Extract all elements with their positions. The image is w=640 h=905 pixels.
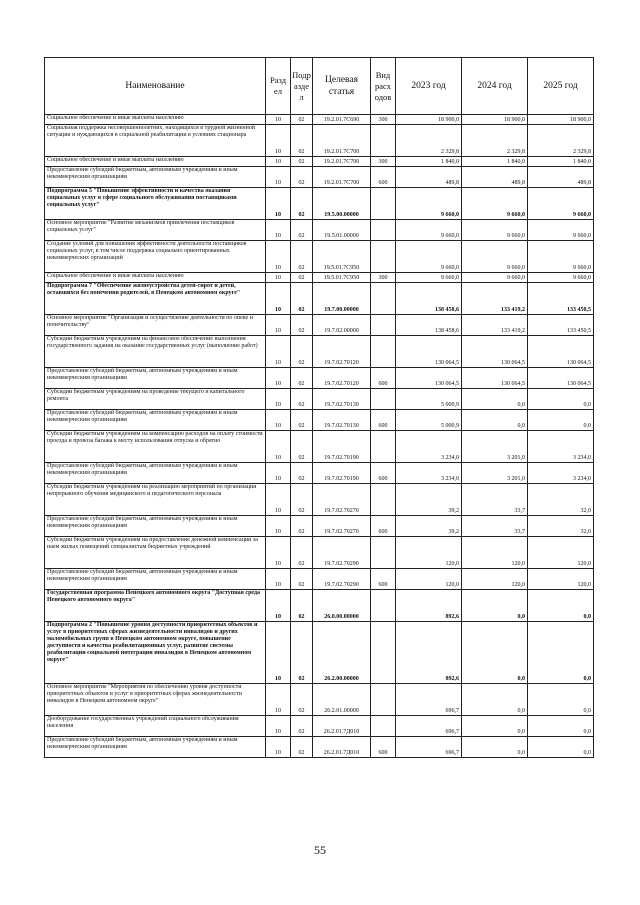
table-row — [45, 188, 594, 220]
row-expense-type: 600 — [371, 463, 396, 484]
row-amount-2024: 3 201,0 — [462, 463, 528, 484]
row-expense-type: 600 — [371, 368, 396, 389]
row-name: Субсидии бюджетным учреждениям на финансовое обеспечение выполнения государственного задания на оказание государственных услуг (выполнение работ) — [45, 336, 266, 368]
table-row — [45, 125, 594, 157]
table-row — [45, 115, 594, 125]
row-target-article: 19.2.01.7С700 — [313, 125, 371, 157]
row-name: Субсидии бюджетным учреждениям на реализацию мероприятий по организации непрерывного обучения медицинского и педагогического персонала — [45, 484, 266, 516]
row-expense-type — [371, 336, 396, 368]
row-subsection: 02 — [291, 410, 313, 431]
row-amount-2024: 2 329,8 — [462, 125, 528, 157]
row-target-article: 19.7.02.70290 — [313, 537, 371, 569]
row-target-article: 26.2.01.7Д010 — [313, 716, 371, 737]
row-name: Субсидии бюджетным учреждениям на проведение текущего и капитального ремонта — [45, 389, 266, 410]
row-section: 10 — [266, 167, 291, 188]
row-target-article: 26.2.01.7Д010 — [313, 737, 371, 758]
header-year-2024: 2024 год — [462, 58, 528, 115]
row-target-article: 19.5.01.7С950 — [313, 241, 371, 273]
row-amount-2023: 138 458,6 — [396, 283, 462, 315]
row-name: Подпрограмма 2 "Повышение уровня доступности приоритетных объектов и услуг в приоритетных сферах жизнедеятельности инвалидов и других маломобильных групп в Ненецком автономном округе, повышение доступности и качества реабилитационных услуг, развитие системы реабилитации социальной интеграции инвалидов в Ненецком автономном округе" — [45, 622, 266, 684]
row-amount-2024: 120,0 — [462, 569, 528, 590]
row-name: Предоставление субсидий бюджетным, автономным учреждениям и иным некоммерческим организациям — [45, 516, 266, 537]
row-expense-type — [371, 389, 396, 410]
row-section: 10 — [266, 410, 291, 431]
row-expense-type: 600 — [371, 569, 396, 590]
table-row — [45, 273, 594, 283]
row-name: Субсидии бюджетным учреждениям на предоставление денежной компенсации за наем жилых помещений специалистам бюджетных учреждений — [45, 537, 266, 569]
row-name: Субсидии бюджетным учреждениям на компенсацию расходов на оплату стоимости проезда и провоза багажа к месту использования отпуска и обратно — [45, 431, 266, 463]
row-target-article: 19.7.00.00000 — [313, 283, 371, 315]
row-section: 10 — [266, 283, 291, 315]
row-amount-2024: 33,7 — [462, 516, 528, 537]
row-amount-2024: 0,0 — [462, 684, 528, 716]
row-amount-2025: 9 660,0 — [528, 241, 594, 273]
row-subsection: 02 — [291, 484, 313, 516]
row-amount-2025: 120,0 — [528, 569, 594, 590]
row-amount-2024: 0,0 — [462, 716, 528, 737]
row-subsection: 02 — [291, 516, 313, 537]
table-row — [45, 283, 594, 315]
table-row — [45, 336, 594, 368]
row-expense-type — [371, 484, 396, 516]
row-subsection: 02 — [291, 716, 313, 737]
table-row — [45, 716, 594, 737]
row-subsection: 02 — [291, 537, 313, 569]
row-section: 10 — [266, 368, 291, 389]
row-amount-2025: 130 064,5 — [528, 336, 594, 368]
row-name: Предоставление субсидий бюджетным, автономным учреждениям и иным некоммерческим организациям — [45, 569, 266, 590]
row-name: Основное мероприятие "Организация и осуществление деятельности по опеке и попечительству" — [45, 315, 266, 336]
row-expense-type — [371, 684, 396, 716]
row-amount-2023: 489,8 — [396, 167, 462, 188]
row-section: 10 — [266, 389, 291, 410]
row-amount-2024: 9 660,0 — [462, 241, 528, 273]
row-expense-type: 300 — [371, 157, 396, 167]
table-row — [45, 410, 594, 431]
row-expense-type — [371, 188, 396, 220]
row-amount-2023: 2 329,8 — [396, 125, 462, 157]
row-amount-2025: 0,0 — [528, 684, 594, 716]
row-amount-2024: 0,0 — [462, 622, 528, 684]
row-target-article: 19.2.01.7С700 — [313, 157, 371, 167]
row-section: 10 — [266, 622, 291, 684]
table-row — [45, 569, 594, 590]
row-amount-2025: 130 064,5 — [528, 368, 594, 389]
row-amount-2024: 133 419,2 — [462, 315, 528, 336]
header-section: Разд ел — [266, 58, 291, 115]
row-subsection: 02 — [291, 188, 313, 220]
row-subsection: 02 — [291, 368, 313, 389]
table-row — [45, 622, 594, 684]
row-section: 10 — [266, 716, 291, 737]
row-amount-2023: 696,7 — [396, 684, 462, 716]
row-subsection: 02 — [291, 115, 313, 125]
row-section: 10 — [266, 157, 291, 167]
row-section: 10 — [266, 315, 291, 336]
row-amount-2025: 2 329,8 — [528, 125, 594, 157]
row-expense-type — [371, 283, 396, 315]
row-subsection: 02 — [291, 283, 313, 315]
table-row — [45, 315, 594, 336]
row-subsection: 02 — [291, 220, 313, 241]
row-amount-2025: 0,0 — [528, 622, 594, 684]
row-amount-2025: 489,8 — [528, 167, 594, 188]
row-section: 10 — [266, 569, 291, 590]
row-amount-2024: 0,0 — [462, 410, 528, 431]
row-subsection: 02 — [291, 431, 313, 463]
row-amount-2025: 32,0 — [528, 484, 594, 516]
table-row — [45, 537, 594, 569]
row-expense-type — [371, 315, 396, 336]
row-amount-2025: 0,0 — [528, 410, 594, 431]
row-target-article: 26.0.00.00000 — [313, 590, 371, 622]
row-subsection: 02 — [291, 684, 313, 716]
row-subsection: 02 — [291, 622, 313, 684]
row-amount-2024: 9 660,0 — [462, 273, 528, 283]
row-amount-2025: 32,0 — [528, 516, 594, 537]
table-row — [45, 737, 594, 758]
row-section: 10 — [266, 684, 291, 716]
row-amount-2025: 9 660,0 — [528, 188, 594, 220]
row-amount-2023: 5 000,9 — [396, 410, 462, 431]
row-amount-2025: 0,0 — [528, 389, 594, 410]
header-target-article: Целевая статья — [313, 58, 371, 115]
table-row — [45, 484, 594, 516]
row-amount-2023: 9 660,0 — [396, 188, 462, 220]
row-name: Социальная поддержка несовершеннолетних, находящихся в трудной жизненной ситуации и нуждающихся в социальной реабилитации в условиях стационара — [45, 125, 266, 157]
row-amount-2025: 3 234,0 — [528, 431, 594, 463]
row-target-article: 19.7.02.00000 — [313, 315, 371, 336]
row-section: 10 — [266, 241, 291, 273]
row-target-article: 19.7.02.70270 — [313, 516, 371, 537]
row-name: Социальное обеспечение и иные выплаты населению — [45, 115, 266, 125]
row-subsection: 02 — [291, 737, 313, 758]
row-expense-type — [371, 125, 396, 157]
table-row — [45, 463, 594, 484]
row-amount-2024: 9 660,0 — [462, 220, 528, 241]
table-row — [45, 241, 594, 273]
row-amount-2023: 18 900,0 — [396, 115, 462, 125]
row-amount-2023: 696,7 — [396, 716, 462, 737]
row-amount-2023: 5 000,9 — [396, 389, 462, 410]
table-row — [45, 389, 594, 410]
row-amount-2025: 18 900,0 — [528, 115, 594, 125]
row-amount-2023: 9 660,0 — [396, 273, 462, 283]
row-amount-2025: 9 660,0 — [528, 220, 594, 241]
row-section: 10 — [266, 537, 291, 569]
row-target-article: 19.5.00.00000 — [313, 188, 371, 220]
page-number: 55 — [314, 843, 326, 857]
row-amount-2024: 33,7 — [462, 484, 528, 516]
table-row — [45, 368, 594, 389]
row-expense-type — [371, 716, 396, 737]
row-expense-type — [371, 537, 396, 569]
header-name: Наименование — [45, 58, 266, 115]
row-section: 10 — [266, 336, 291, 368]
table-row — [45, 157, 594, 167]
row-expense-type — [371, 220, 396, 241]
row-subsection: 02 — [291, 336, 313, 368]
row-amount-2024: 133 419,2 — [462, 283, 528, 315]
row-name: Государственная программа Ненецкого автономного округа "Доступная среда Ненецкого автономного округа" — [45, 590, 266, 622]
row-amount-2025: 120,0 — [528, 537, 594, 569]
row-section: 10 — [266, 188, 291, 220]
row-expense-type — [371, 622, 396, 684]
budget-table — [44, 57, 594, 758]
row-amount-2023: 130 064,5 — [396, 336, 462, 368]
row-subsection: 02 — [291, 157, 313, 167]
row-amount-2025: 9 660,0 — [528, 273, 594, 283]
row-target-article: 19.2.01.7С700 — [313, 167, 371, 188]
row-name: Дооборудование государственных учреждений социального обслуживания населения — [45, 716, 266, 737]
row-expense-type — [371, 590, 396, 622]
row-name: Предоставление субсидий бюджетным, автономным учреждениям и иным некоммерческим организациям — [45, 737, 266, 758]
table-row — [45, 516, 594, 537]
row-section: 10 — [266, 737, 291, 758]
row-amount-2024: 1 840,0 — [462, 157, 528, 167]
row-target-article: 19.2.01.7С690 — [313, 115, 371, 125]
row-name: Предоставление субсидий бюджетным, автономным учреждениям и иным некоммерческим организациям — [45, 167, 266, 188]
table-row — [45, 431, 594, 463]
row-amount-2023: 138 458,6 — [396, 315, 462, 336]
row-amount-2024: 0,0 — [462, 590, 528, 622]
row-expense-type — [371, 431, 396, 463]
row-amount-2024: 3 201,0 — [462, 431, 528, 463]
row-amount-2023: 120,0 — [396, 569, 462, 590]
row-name: Основное мероприятие "Развитие механизмов привлечения поставщиков социальных услуг" — [45, 220, 266, 241]
row-amount-2024: 18 900,0 — [462, 115, 528, 125]
table-row — [45, 590, 594, 622]
row-amount-2023: 39,2 — [396, 516, 462, 537]
row-section: 10 — [266, 273, 291, 283]
row-target-article: 19.7.02.70190 — [313, 431, 371, 463]
row-target-article: 19.7.02.70130 — [313, 410, 371, 431]
row-expense-type: 600 — [371, 737, 396, 758]
row-subsection: 02 — [291, 167, 313, 188]
header-subsection: Подр азде л — [291, 58, 313, 115]
row-section: 10 — [266, 463, 291, 484]
row-subsection: 02 — [291, 569, 313, 590]
row-target-article: 19.5.01.7С950 — [313, 273, 371, 283]
row-target-article: 26.2.00.00000 — [313, 622, 371, 684]
row-name: Создание условий для повышения эффективности деятельности поставщиков социальных услуг, в том числе поддержка социально ориентированных некоммерческих организаций — [45, 241, 266, 273]
header-year-2025: 2025 год — [528, 58, 594, 115]
table-row — [45, 220, 594, 241]
row-amount-2025: 0,0 — [528, 737, 594, 758]
row-subsection: 02 — [291, 315, 313, 336]
row-amount-2024: 0,0 — [462, 389, 528, 410]
row-name: Предоставление субсидий бюджетным, автономным учреждениям и иным некоммерческим организациям — [45, 368, 266, 389]
row-subsection: 02 — [291, 241, 313, 273]
row-amount-2024: 130 064,5 — [462, 336, 528, 368]
row-amount-2025: 3 234,0 — [528, 463, 594, 484]
row-name: Социальное обеспечение и иные выплаты населению — [45, 273, 266, 283]
row-expense-type: 600 — [371, 516, 396, 537]
row-amount-2025: 1 840,0 — [528, 157, 594, 167]
row-target-article: 19.7.02.70290 — [313, 569, 371, 590]
row-name: Подпрограмма 5 "Повышение эффективности и качества оказания социальных услуг в сфере социального обслуживания поставщиками социальных услуг" — [45, 188, 266, 220]
row-amount-2023: 892,6 — [396, 590, 462, 622]
row-section: 10 — [266, 484, 291, 516]
header-year-2023: 2023 год — [396, 58, 462, 115]
row-section: 10 — [266, 125, 291, 157]
row-subsection: 02 — [291, 125, 313, 157]
row-subsection: 02 — [291, 590, 313, 622]
row-amount-2023: 892,6 — [396, 622, 462, 684]
row-amount-2023: 696,7 — [396, 737, 462, 758]
row-section: 10 — [266, 115, 291, 125]
row-section: 10 — [266, 516, 291, 537]
table-row — [45, 684, 594, 716]
row-target-article: 19.7.02.70120 — [313, 336, 371, 368]
row-name: Предоставление субсидий бюджетным, автономным учреждениям и иным некоммерческим организациям — [45, 463, 266, 484]
row-amount-2023: 3 234,0 — [396, 431, 462, 463]
row-amount-2024: 0,0 — [462, 737, 528, 758]
row-expense-type — [371, 241, 396, 273]
row-name: Социальное обеспечение и иные выплаты населению — [45, 157, 266, 167]
row-amount-2024: 120,0 — [462, 537, 528, 569]
row-amount-2024: 489,8 — [462, 167, 528, 188]
row-amount-2023: 3 234,0 — [396, 463, 462, 484]
row-amount-2025: 0,0 — [528, 716, 594, 737]
row-amount-2024: 9 660,0 — [462, 188, 528, 220]
row-amount-2025: 133 450,5 — [528, 315, 594, 336]
row-subsection: 02 — [291, 389, 313, 410]
row-amount-2023: 130 064,5 — [396, 368, 462, 389]
row-amount-2023: 9 660,0 — [396, 241, 462, 273]
row-expense-type: 300 — [371, 115, 396, 125]
table-row — [45, 167, 594, 188]
row-section: 10 — [266, 431, 291, 463]
row-amount-2025: 0,0 — [528, 590, 594, 622]
row-subsection: 02 — [291, 463, 313, 484]
row-target-article: 26.2.01.00000 — [313, 684, 371, 716]
row-expense-type: 600 — [371, 167, 396, 188]
row-target-article: 19.5.01.00000 — [313, 220, 371, 241]
row-amount-2023: 1 840,0 — [396, 157, 462, 167]
row-name: Основное мероприятие "Мероприятия по обеспечению уровня доступности приоритетных объектов и услуг в приоритетных сферах жизнедеятельности инвалидов в Ненецком автономном округе" — [45, 684, 266, 716]
row-amount-2024: 130 064,5 — [462, 368, 528, 389]
row-target-article: 19.7.02.70130 — [313, 389, 371, 410]
row-amount-2023: 9 660,0 — [396, 220, 462, 241]
row-amount-2023: 39,2 — [396, 484, 462, 516]
row-expense-type: 300 — [371, 273, 396, 283]
row-target-article: 19.7.02.70190 — [313, 463, 371, 484]
row-amount-2023: 120,0 — [396, 537, 462, 569]
row-target-article: 19.7.02.70120 — [313, 368, 371, 389]
header-row — [45, 58, 594, 115]
row-section: 10 — [266, 220, 291, 241]
row-expense-type: 600 — [371, 410, 396, 431]
row-section: 10 — [266, 590, 291, 622]
row-amount-2025: 133 450,5 — [528, 283, 594, 315]
row-target-article: 19.7.02.70270 — [313, 484, 371, 516]
header-expense-type: Вид расх одов — [371, 58, 396, 115]
row-name: Предоставление субсидий бюджетным, автономным учреждениям и иным некоммерческим организациям — [45, 410, 266, 431]
row-name: Подпрограмма 7 "Обеспечение жизнеустройства детей-сирот и детей, оставшихся без попечения родителей, в Ненецком автономном округе" — [45, 283, 266, 315]
row-subsection: 02 — [291, 273, 313, 283]
